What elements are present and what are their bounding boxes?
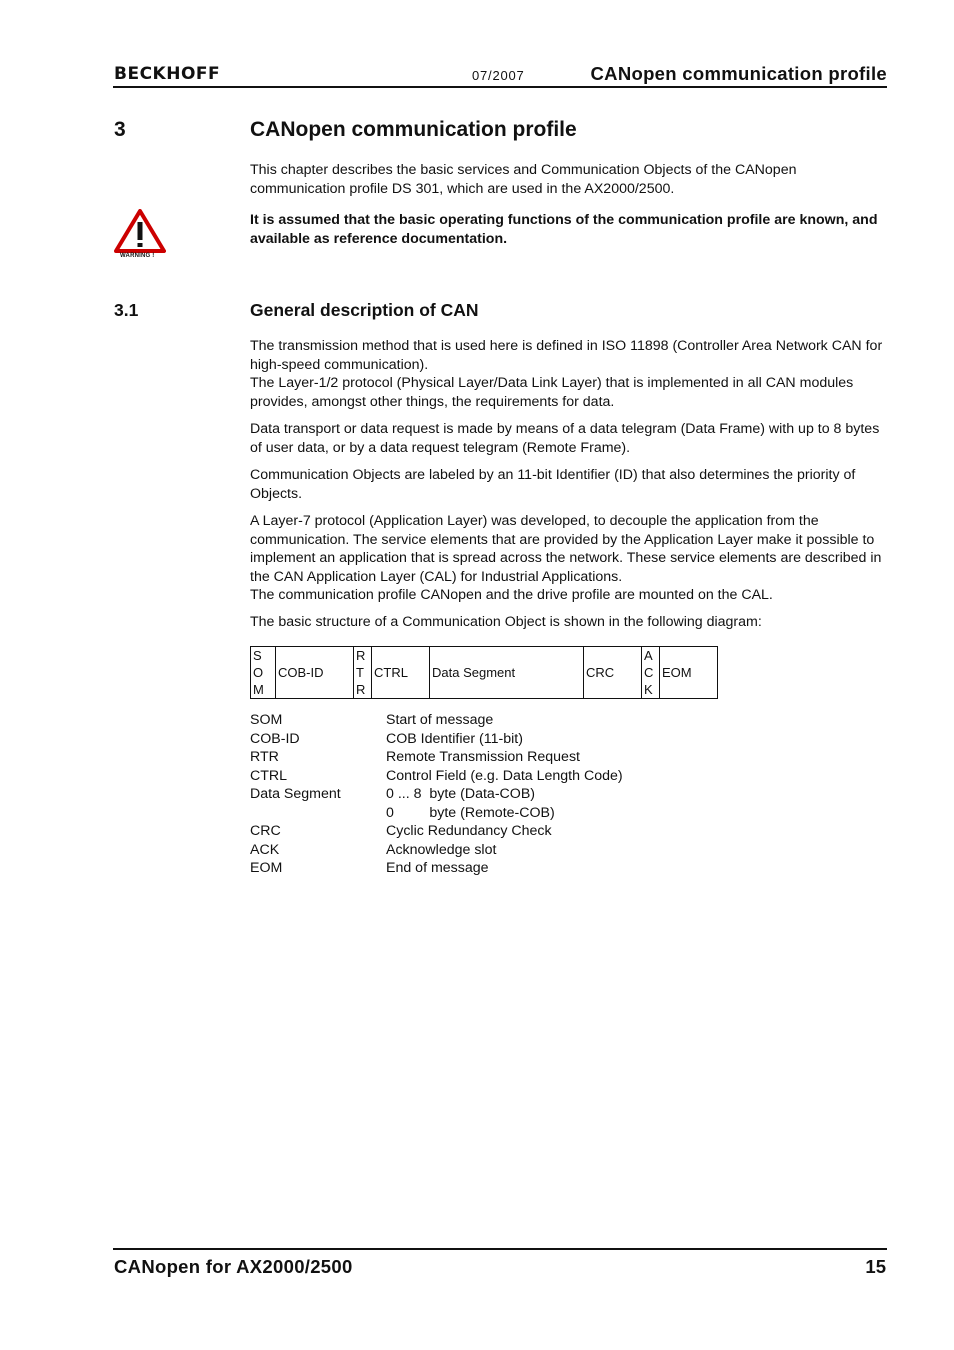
frame-cell-rtr: R T R: [354, 647, 372, 699]
warning-text: It is assumed that the basic operating functions of the communication profile are known, and available as reference documentation.: [250, 212, 878, 247]
brand-logo: BECKHOFF: [114, 64, 221, 84]
legend-row: SOM Start of message: [250, 712, 494, 728]
header-title: CANopen communication profile: [590, 63, 887, 84]
frame-cell-ctrl: CTRL: [372, 647, 430, 699]
paragraph: A Layer-7 protocol (Application Layer) was developed, to decouple the application from the communication. The service elements that are provided by the Application Layer make it possible to implement an application that is spread across the network. These service elements are described in the CAN Application Layer (CAL) for Industrial Applications.: [250, 513, 882, 585]
section-title: General description of CAN: [250, 300, 479, 320]
legend-row: RTR Remote Transmission Request: [250, 749, 580, 765]
paragraph: The communication profile CANopen and the drive profile are mounted on the CAL.: [250, 587, 773, 603]
legend-row: CRC Cyclic Redundancy Check: [250, 823, 552, 839]
frame-cell-cob-id: COB-ID: [276, 647, 354, 699]
footer-rule: [113, 1248, 887, 1250]
frame-cell-data-segment: Data Segment: [430, 647, 584, 699]
section-number: 3.1: [114, 300, 139, 320]
paragraph: The transmission method that is used here is defined in ISO 11898 (Controller Area Network CAN for high-speed communication).: [250, 338, 883, 373]
frame-cell-ack: A C K: [642, 647, 660, 699]
frame-cell-som: S O M: [251, 647, 276, 699]
legend-row: ACK Acknowledge slot: [250, 841, 497, 858]
frame-cell-eom: EOM: [660, 647, 718, 699]
paragraph: The Layer-1/2 protocol (Physical Layer/Data Link Layer) that is implemented in all CAN modules provides, amongst other things, the requirements for data.: [250, 375, 854, 410]
can-frame-diagram: [250, 646, 718, 699]
frame-cell-crc: CRC: [584, 647, 642, 699]
paragraph: Data transport or data request is made by means of a data telegram (Data Frame) with up to 8 bytes of user data, or by a data request telegram (Remote Frame).: [250, 421, 880, 456]
page-number: 15: [865, 1256, 886, 1277]
chapter-intro: This chapter describes the basic services and Communication Objects of the CANopen communication profile DS 301, which are used in the AX2000/2500.: [250, 162, 797, 197]
legend-row: EOM End of message: [250, 860, 489, 876]
footer-title: CANopen for AX2000/2500: [114, 1256, 353, 1277]
legend-row: CTRL Control Field (e.g. Data Length Code): [250, 767, 623, 784]
chapter-number: 3: [114, 118, 126, 141]
paragraph: The basic structure of a Communication Object is shown in the following diagram:: [250, 614, 762, 630]
warning-triangle-icon: [114, 209, 166, 261]
abbreviation-legend: [250, 711, 623, 878]
chapter-title: CANopen communication profile: [250, 118, 577, 141]
paragraph: Communication Objects are labeled by an 11-bit Identifier (ID) that also determines the priority of Objects.: [250, 467, 856, 502]
legend-row: COB-ID COB Identifier (11-bit): [250, 730, 523, 747]
warning-label: WARNING !: [120, 253, 155, 259]
header-date: 07/2007: [472, 68, 525, 83]
legend-row: Data Segment 0 ... 8 byte (Data-COB): [250, 786, 536, 802]
legend-row: 0 byte (Remote-COB): [386, 804, 555, 821]
header-rule: [113, 86, 887, 88]
